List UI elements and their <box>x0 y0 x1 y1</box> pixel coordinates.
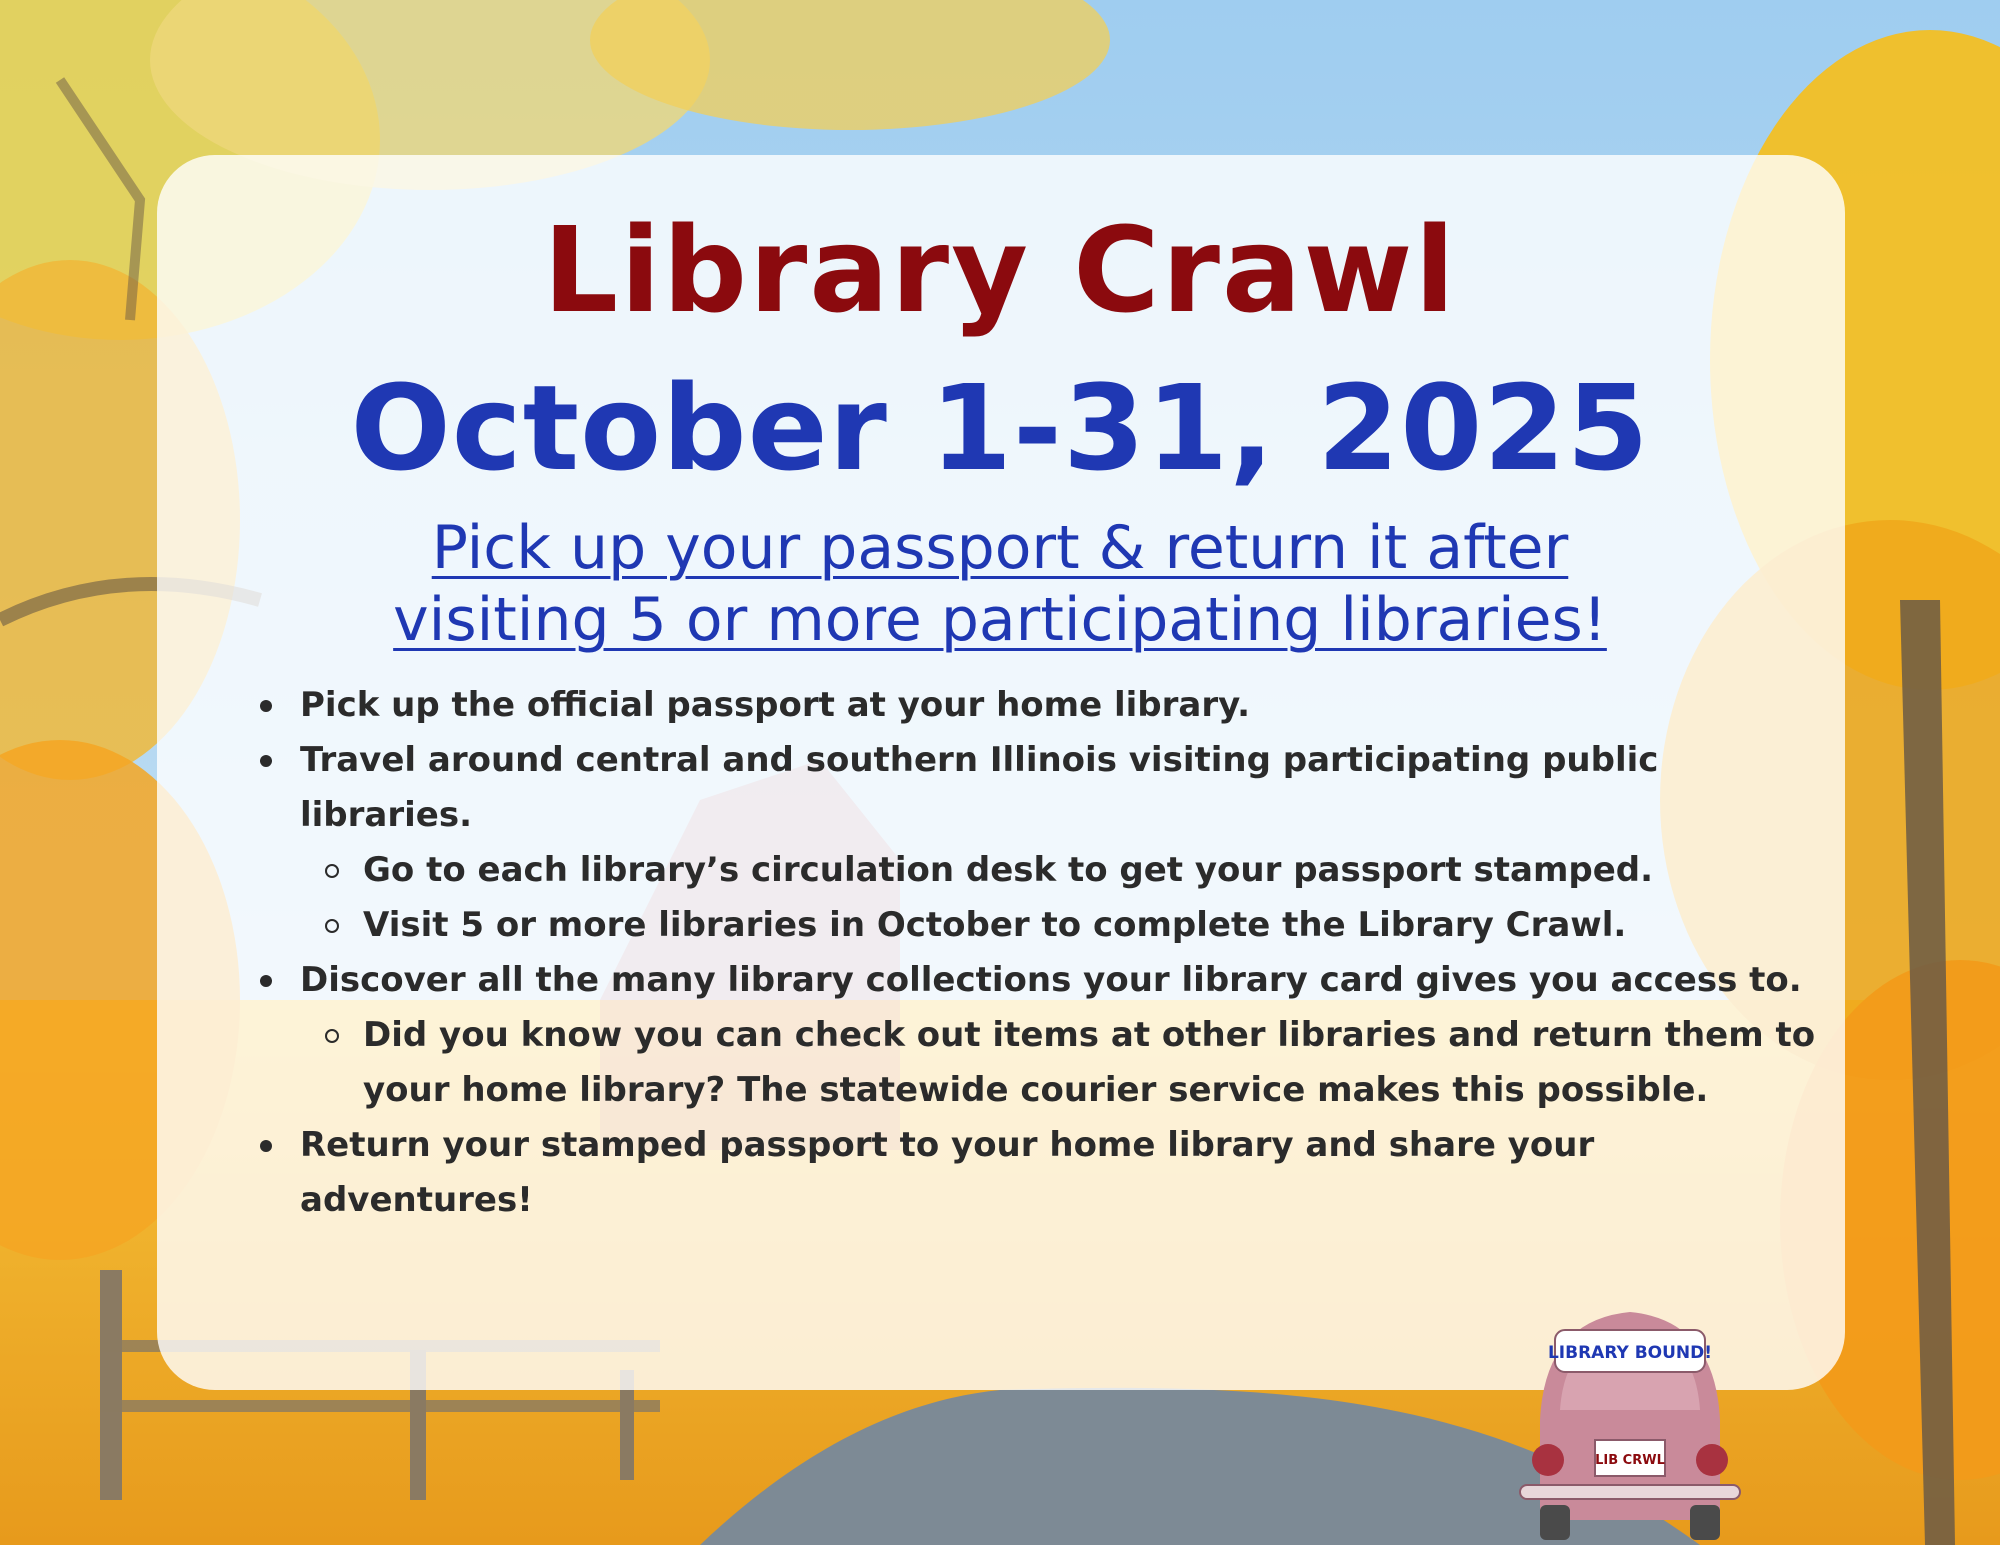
list-item: Discover all the many library collections your library card gives you access to. <box>260 953 1820 1008</box>
instructions-list <box>260 678 1820 1228</box>
tagline <box>0 512 2000 656</box>
car-sign-text: LIBRARY BOUND! <box>1547 1343 1713 1363</box>
sub-list-item: Go to each library’s circulation desk to get your passport stamped. <box>260 843 1820 898</box>
sub-list-item: Did you know you can check out items at other libraries and return them to your home library? The statewide courier service makes this possible. <box>260 1008 1820 1118</box>
tagline-line-1: Pick up your passport & return it after <box>431 513 1569 583</box>
list-item: Return your stamped passport to your home library and share your adventures! <box>260 1118 1820 1228</box>
list-item: Travel around central and southern Illinois visiting participating public libraries. <box>260 733 1820 843</box>
poster-title: Library Crawl <box>543 201 1457 339</box>
tagline-line-2: visiting 5 or more participating libraries! <box>393 585 1607 655</box>
list-item: Pick up the official passport at your home library. <box>260 678 1820 733</box>
event-dates: October 1-31, 2025 <box>350 359 1650 497</box>
sub-list-item: Visit 5 or more libraries in October to complete the Library Crawl. <box>260 898 1820 953</box>
library-bound-car-illustration <box>1500 1300 1760 1545</box>
license-plate-text: LIB CRWL <box>1595 1453 1665 1468</box>
